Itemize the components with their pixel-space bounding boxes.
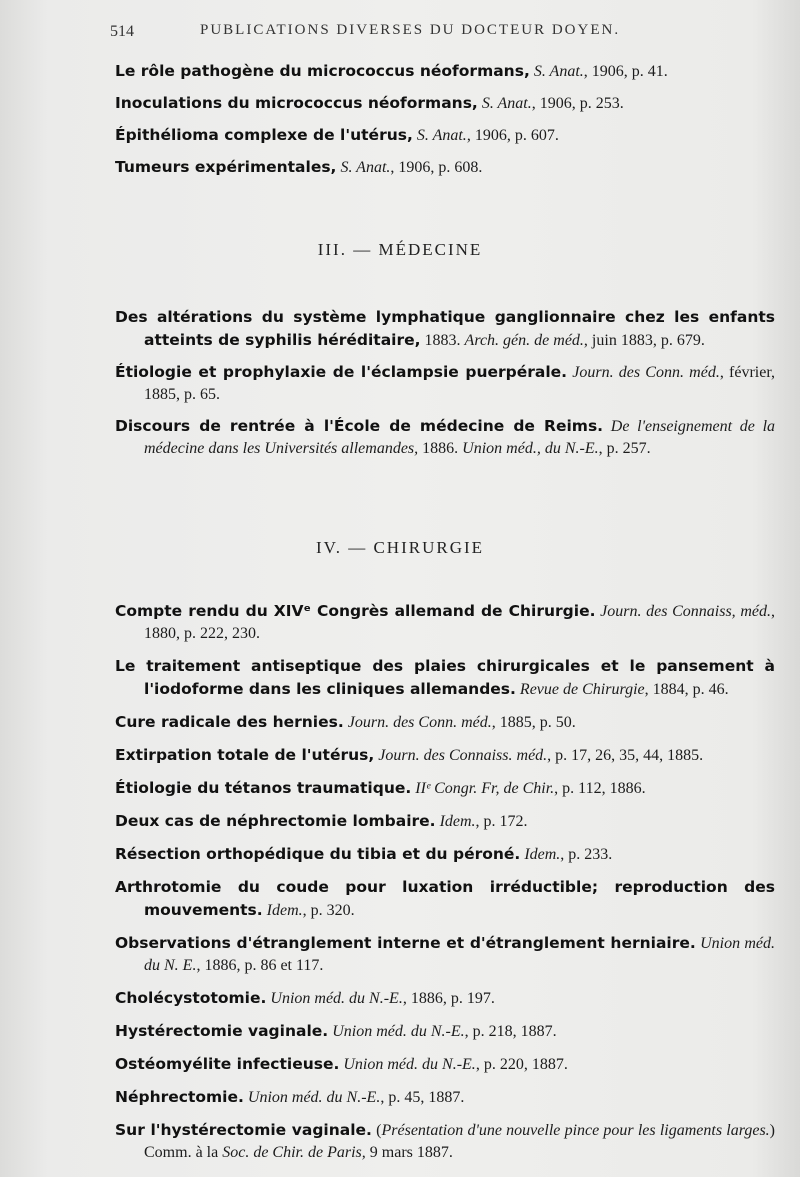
entry-title: Le traitement antiseptique des plaies chirurgicales et le pansement à l'iodoforme dans les cliniques allemandes. [115, 657, 775, 698]
entry-title: Compte rendu du XIVᵉ Congrès allemand de Chirurgie. [115, 602, 596, 620]
bibliography-entry: Sur l'hystérectomie vaginale. (Présentation d'une nouvelle pince pour les ligaments larges.) Comm. à la Soc. de Chir. de Paris, 9 mars 1887. [115, 1121, 775, 1161]
entry-source: Journ. des Connaiss, méd. [600, 603, 771, 620]
bibliography-entry [115, 876, 775, 922]
entry-source: Journ. des Conn. méd. [347, 714, 492, 731]
entry-detail: , p. 45, 1887. [380, 1089, 465, 1106]
bibliography-entry [115, 1086, 775, 1109]
bibliography-entry [115, 60, 775, 83]
running-title: PUBLICATIONS DIVERSES DU DOCTEUR DOYEN. [200, 22, 621, 38]
bibliography-entry [115, 124, 775, 147]
entry-detail-secondary: , p. 257. [598, 440, 651, 457]
entry-detail: , p. 220, 1887. [475, 1056, 568, 1073]
entry-title: Tumeurs expérimentales, [115, 158, 337, 176]
entry-detail: , p. 172. [475, 813, 528, 830]
entry-title: Inoculations du micrococcus néoformans, [115, 94, 478, 112]
entry-source: Union méd. du N.-E. [332, 1023, 465, 1040]
entry-source: Union méd. du N.-E. [270, 990, 403, 1007]
entry-title: Extirpation totale de l'utérus, [115, 746, 375, 764]
entry-title: Étiologie et prophylaxie de l'éclampsie puerpérale. [115, 363, 568, 381]
entry-source: S. Anat. [340, 159, 391, 176]
bibliography-entry [115, 987, 775, 1010]
entry-detail: , p. 112, 1886. [554, 780, 646, 797]
entry-title: Discours de rentrée à l'École de médecine de Reims. [115, 417, 604, 435]
bibliography-entry [115, 744, 775, 767]
entry-source: Journ. des Connaiss. méd. [378, 747, 548, 764]
entry-detail: , p. 320. [302, 902, 355, 919]
entry-detail: , 1886, p. 86 et 117. [196, 957, 324, 974]
entry-title: Hystérectomie vaginale. [115, 1022, 329, 1040]
entry-detail: , 1885, p. 50. [491, 714, 576, 731]
bibliography-entry [115, 932, 775, 977]
section-heading-chirurgie: IV. — CHIRURGIE [315, 538, 485, 557]
entry-source: Revue de Chirurgie [519, 681, 645, 698]
entry-title: Étiologie du tétanos traumatique. [115, 779, 412, 797]
entry-source: Union méd. du N. E. [144, 935, 776, 974]
bibliography-entry [115, 843, 775, 866]
entry-source: IIᵉ Congr. Fr, de Chir. [415, 780, 555, 797]
entry-source: Idem. [439, 813, 476, 830]
entry-detail: , 1906, p. 253. [531, 95, 624, 112]
entry-detail: , 1906, p. 608. [390, 159, 483, 176]
bibliography-entry [115, 1020, 775, 1043]
entry-title: Résection orthopédique du tibia et du péroné. [115, 845, 521, 863]
entry-source-secondary: Soc. de Chir. de Paris, [222, 1144, 366, 1161]
entry-title: Cholécystotomie. [115, 989, 267, 1007]
bibliography-entry [115, 92, 775, 115]
entry-detail: , 1880, p. 222, 230. [144, 603, 775, 642]
entry-detail-secondary: 9 mars 1887. [365, 1144, 453, 1161]
entry-source: Présentation d'une nouvelle pince pour les ligaments larges. [381, 1122, 770, 1139]
entry-detail: , p. 218, 1887. [464, 1023, 557, 1040]
entry-title: Des altérations du système lymphatique ganglionnaire chez les enfants atteints de syphilis héréditaire, [115, 308, 775, 349]
entry-source: Union méd. du N.-E. [247, 1089, 381, 1106]
entry-title: Cure radicale des hernies. [115, 713, 344, 731]
entry-source: De l'enseignement de la médecine dans les Universités allemandes, [144, 418, 776, 457]
entry-title: Néphrectomie. [115, 1088, 244, 1106]
entry-source: S. Anat. [416, 127, 467, 144]
entry-detail: , p. 233. [560, 846, 613, 863]
section-heading-medecine: III. — MÉDECINE [317, 240, 483, 259]
entry-source: Idem. [266, 902, 303, 919]
bibliography-entry [115, 655, 775, 701]
entry-title: Ostéomyélite infectieuse. [115, 1055, 340, 1073]
section-chirurgie-entries [115, 600, 775, 1174]
entry-detail: , p. 17, 26, 35, 44, 1885. [547, 747, 704, 764]
entry-detail: , février, 1885, p. 65. [144, 364, 776, 403]
bibliography-entry [115, 1053, 775, 1076]
entry-detail: , 1906, p. 607. [466, 127, 559, 144]
entry-source: S. Anat. [481, 95, 532, 112]
bibliography-entry: Des altérations du système lymphatique ganglionnaire chez les enfants atteints de syphilis héréditaire, 1883. Arch. gén. de méd., juin 1883, p. 679. [115, 308, 775, 349]
entry-title: Sur l'hystérectomie vaginale. [115, 1121, 372, 1139]
bibliography-entry [115, 361, 775, 406]
entry-source: S. Anat. [533, 63, 584, 80]
entry-detail: , juin 1883, p. 679. [583, 332, 705, 349]
bibliography-entry [115, 711, 775, 734]
entry-detail: , 1884, p. 46. [644, 681, 729, 698]
bibliography-entry [115, 600, 775, 645]
entry-source: Idem. [524, 846, 561, 863]
entry-detail: 1886. [418, 440, 463, 457]
entry-title: Arthrotomie du coude pour luxation irréductible; reproduction des mouvements. [115, 878, 775, 919]
entry-source: Journ. des Conn. méd. [572, 364, 720, 381]
entry-source: Arch. gén. de méd. [464, 332, 584, 349]
entry-title: Observations d'étranglement interne et d'étranglement herniaire. [115, 934, 696, 952]
top-entries [115, 60, 775, 188]
entry-source: Union méd. du N.-E. [343, 1056, 476, 1073]
entry-title: Épithélioma complexe de l'utérus, [115, 126, 413, 144]
bibliography-entry [115, 810, 775, 833]
bibliography-entry [115, 415, 775, 460]
entry-title: Deux cas de néphrectomie lombaire. [115, 812, 436, 830]
bibliography-entry [115, 777, 775, 800]
entry-source-secondary: Union méd., du N.-E. [462, 440, 599, 457]
entry-detail: ) Comm. à la [144, 1122, 775, 1161]
section-medecine-entries [115, 306, 775, 469]
page-number: 514 [110, 23, 134, 40]
entry-detail: , 1906, p. 41. [583, 63, 668, 80]
entry-title: Le rôle pathogène du micrococcus néoformans, [115, 62, 530, 80]
entry-detail: , 1886, p. 197. [402, 990, 495, 1007]
bibliography-entry [115, 156, 775, 179]
